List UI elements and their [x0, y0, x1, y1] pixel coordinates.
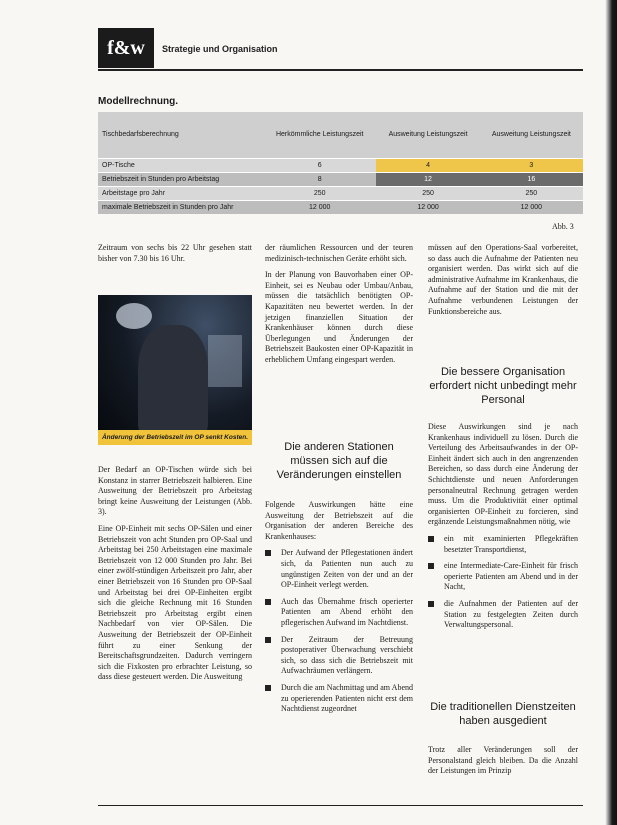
bullet-list — [428, 534, 578, 631]
list-item: eine Intermediate-Care-Einheit für frisch operierte Patienten am Abend und in der Nacht, — [428, 561, 578, 593]
row-label: Arbeitstage pro Jahr — [98, 186, 263, 200]
subheading: Die bessere Organisation erfordert nicht unbedingt mehr Personal — [429, 366, 577, 406]
table-row — [98, 186, 583, 200]
table-cell: 4 — [376, 158, 479, 172]
row-label: maximale Betriebszeit in Stunden pro Jahr — [98, 200, 263, 214]
paragraph: Zeitraum von sechs bis 22 Uhr gesehen statt bisher von 7.30 bis 16 Uhr. — [98, 243, 252, 263]
paragraph: der räumlichen Ressourcen und der teuren medizinisch-technischen Geräte erhöht sich. — [265, 243, 413, 263]
paragraph: Trotz aller Veränderungen soll der Personalstand gleich bleiben. Da die Anzahl der Leistungen im Prinzip — [428, 745, 578, 776]
column-header: Ausweitung Leistungszeit — [376, 112, 479, 158]
paragraph: In der Planung von Bauvorhaben einer OP-Einheit, sei es Neubau oder Umbau/Anbau, müssen die tatsächlich benötigten OP-Kapazitäten neu bewertet werden. In der jetzigen finanziellen Situation der Krankenhäuser können durch diese Überlegungen und Änderungen der Betriebszeit Baukosten einer OP-Kapazität in erheblichem Umfang eingespart werden. — [265, 270, 413, 364]
column-2-bottom — [265, 500, 413, 721]
paragraph: Eine OP-Einheit mit sechs OP-Sälen und einer Betriebszeit von acht Stunden pro OP-Saal und Arbeitstag bei 250 Arbeitstagen eine maximale Betriebszeit von 12 000 Stunden pro Jahr. Bei einer zwölf-stündigen Arbeitszeit pro Jahr, aber einer Betriebszeit von 16 Stunden pro OP-Saal und Arbeitstag bei drei OP-Einheiten ergibt sich die gleiche Rechnung mit 16 Stunden Betriebszeit pro Arbeitstag ergibt einen Nachbedarf von vier OP-Sälen. Die Ausweitung der Betriebszeit der OP-Einheit führt zu einer Senkung der Bereitschaftsgrundzeiten. Dadurch verringern sich die Fixkosten pro erbrachter Leistung, so dass diese gesteuert werden. Die Ausweitung — [98, 523, 252, 682]
page-edge-shadow — [605, 0, 617, 825]
paragraph: Folgende Auswirkungen hätte eine Ausweitung der Betriebszeit auf die Organisation der anderen Bereiche des Krankenhauses: — [265, 500, 413, 541]
list-item: Der Aufwand der Pflegestationen ändert sich, da Patienten nun auch zu ungünstigen Zeiten von der und an der OP-Einheit verlegt werden. — [265, 548, 413, 590]
footer-rule — [98, 805, 583, 806]
list-item: ein mit examinierten Pflegekräften besetzter Transportdienst, — [428, 534, 578, 555]
paragraph: Diese Auswirkungen sind je nach Krankenhaus individuell zu lösen. Durch die Verteilung des Arbeitsaufwandes in der OP-Einheit ändert sich auch in den angrenzenden Bereichen, so dass durch eine Änderung der Schichtdienste und neuen Anforderungen personalneutral Rechnung getragen werden muss. Um die Produktivität einer optimal organisierten OP-Einheit zu forcieren, sind ergänzende Leistungsmaßnahmen nötig, wie — [428, 422, 578, 527]
column-3-middle — [428, 422, 578, 637]
list-item: die Aufnahmen der Patienten auf der Station zu festgelegten Zeiten durch Verwaltungspersonal. — [428, 599, 578, 631]
row-label: OP-Tische — [98, 158, 263, 172]
model-calculation-table — [98, 112, 583, 214]
table-cell: 12 000 — [376, 200, 479, 214]
table-cell: 16 — [480, 172, 583, 186]
subheading: Die traditionellen Dienstzeiten haben ausgedient — [430, 701, 576, 727]
figure-label: Abb. 3 — [552, 222, 574, 231]
table-cell: 8 — [263, 172, 376, 186]
table-cell: 250 — [263, 186, 376, 200]
table-header-row — [98, 112, 583, 158]
monitor-glow-shape — [208, 335, 242, 387]
column-header: Ausweitung Leistungszeit — [480, 112, 583, 158]
column-header: Tischbedarfsberechnung — [98, 112, 263, 158]
table-cell: 3 — [480, 158, 583, 172]
column-3-top — [428, 243, 578, 323]
table-cell: 12 — [376, 172, 479, 186]
table-row — [98, 200, 583, 214]
table-cell: 250 — [376, 186, 479, 200]
column-header: Herkömmliche Leistungszeit — [263, 112, 376, 158]
column-1-body — [98, 465, 252, 689]
table-cell: 250 — [480, 186, 583, 200]
table-row — [98, 172, 583, 186]
bullet-list — [265, 548, 413, 714]
surgical-lamp-shape — [116, 303, 152, 329]
table-cell: 6 — [263, 158, 376, 172]
section-title: Strategie und Organisation — [162, 44, 278, 54]
surgeon-silhouette — [138, 325, 208, 435]
table-title: Modellrechnung. — [98, 96, 178, 107]
column-3-bottom — [428, 745, 578, 783]
header-rule — [98, 69, 583, 71]
list-item: Der Zeitraum der Betreuung postoperativer Überwachung verschiebt sich, so dass sich die Betriebszeit mit Aufwachräumen verlängern. — [265, 635, 413, 677]
row-label: Betriebszeit in Stunden pro Arbeitstag — [98, 172, 263, 186]
column-1-intro — [98, 243, 252, 270]
table-row — [98, 158, 583, 172]
paragraph: Der Bedarf an OP-Tischen würde sich bei Konstanz in starrer Betriebszeit halbieren. Eine Ausweitung der Betriebszeit pro Arbeitstag bringt keine Ausweitung der Leistungen (Abb. 3). — [98, 465, 252, 517]
column-2-top — [265, 243, 413, 372]
operating-room-photo — [98, 295, 252, 445]
list-item: Auch das Übernahme frisch operierter Patienten am Abend erhöht den pflegerischen Aufwand im Nachtdienst. — [265, 597, 413, 629]
paragraph: müssen auf den Operations-Saal vorbereitet, so dass auch die Aufnahme der Patienten neu organisiert werden. Das wirkt sich auf die administrative Aufnahme im Krankenhaus, die Aufnahme auf der Station und die mit der Aufnahme verbundenen Leistungen der Funktionsbereiche aus. — [428, 243, 578, 316]
list-item: Durch die am Nachmittag und am Abend zu operierenden Patienten nicht erst dem Nachtdienst zugeordnet — [265, 683, 413, 715]
subheading: Die anderen Stationen müssen sich auf die Veränderungen einstellen — [276, 441, 402, 481]
table-cell: 12 000 — [480, 200, 583, 214]
publication-logo: f&w — [98, 28, 154, 68]
table-cell: 12 000 — [263, 200, 376, 214]
photo-caption: Änderung der Betriebszeit im OP senkt Kosten. — [98, 430, 252, 445]
